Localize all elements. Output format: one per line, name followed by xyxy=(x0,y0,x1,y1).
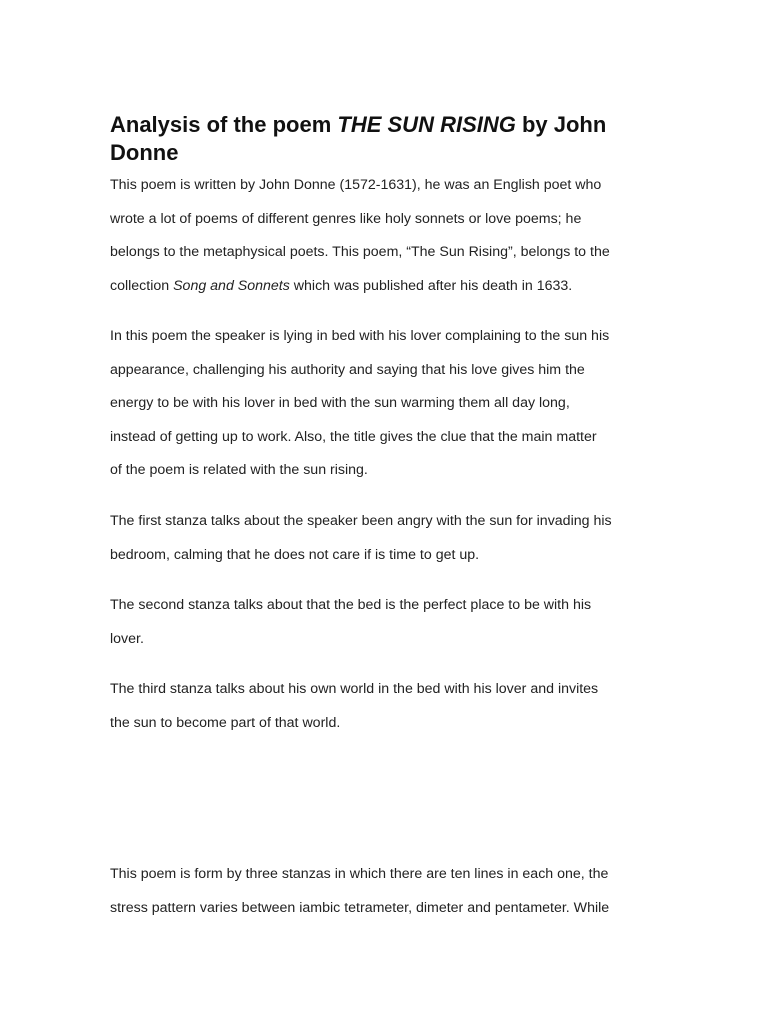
paragraph-line: The first stanza talks about the speaker been angry with the sun for invading his xyxy=(110,513,612,529)
paragraph-line-with-italic xyxy=(110,270,670,304)
paragraph-line: In this poem the speaker is lying in bed with his lover complaining to the sun his xyxy=(110,328,610,344)
title-suffix: by John xyxy=(515,112,607,137)
collection-title: Song and Sonnets xyxy=(173,277,290,294)
document-title xyxy=(110,111,670,167)
paragraph-form xyxy=(110,858,670,925)
title-poem-name: THE SUN RISING xyxy=(337,112,516,137)
paragraph-intro xyxy=(110,169,670,303)
line-prefix: collection xyxy=(110,277,174,294)
paragraph-line: belongs to the metaphysical poets. This poem, “The Sun Rising”, belongs to the xyxy=(110,244,610,260)
paragraph-line: This poem is form by three stanzas in which there are ten lines in each one, the xyxy=(110,866,609,882)
title-line-2: Donne xyxy=(110,140,179,165)
paragraph-line: wrote a lot of poems of different genres like holy sonnets or love poems; he xyxy=(110,210,582,227)
paragraph-line: appearance, challenging his authority and saying that his love gives him the xyxy=(110,361,585,378)
paragraph-line: The third stanza talks about his own world in the bed with his lover and invites xyxy=(110,681,599,697)
paragraph-line: the sun to become part of that world. xyxy=(110,714,341,731)
title-prefix: Analysis of the poem xyxy=(110,112,338,137)
paragraph-speaker xyxy=(110,320,670,488)
paragraph-line: stress pattern varies between iambic tetrameter, dimeter and pentameter. While xyxy=(110,899,610,916)
paragraph-second-stanza xyxy=(110,589,670,656)
paragraph-line: of the poem is related with the sun rising. xyxy=(110,462,368,478)
paragraph-line: bedroom, calming that he does not care if is time to get up. xyxy=(110,546,480,563)
paragraph-line: The second stanza talks about that the bed is the perfect place to be with his xyxy=(110,597,592,613)
paragraph-line: energy to be with his lover in bed with the sun warming them all day long, xyxy=(110,395,570,411)
paragraph-line: instead of getting up to work. Also, the title gives the clue that the main matter xyxy=(110,428,597,445)
paragraph-first-stanza xyxy=(110,505,670,572)
line-suffix: which was published after his death in 1633. xyxy=(289,277,573,294)
paragraph-line: lover. xyxy=(110,630,144,647)
paragraph-line: This poem is written by John Donne (1572-1631), he was an English poet who xyxy=(110,177,602,193)
paragraph-third-stanza xyxy=(110,673,670,740)
